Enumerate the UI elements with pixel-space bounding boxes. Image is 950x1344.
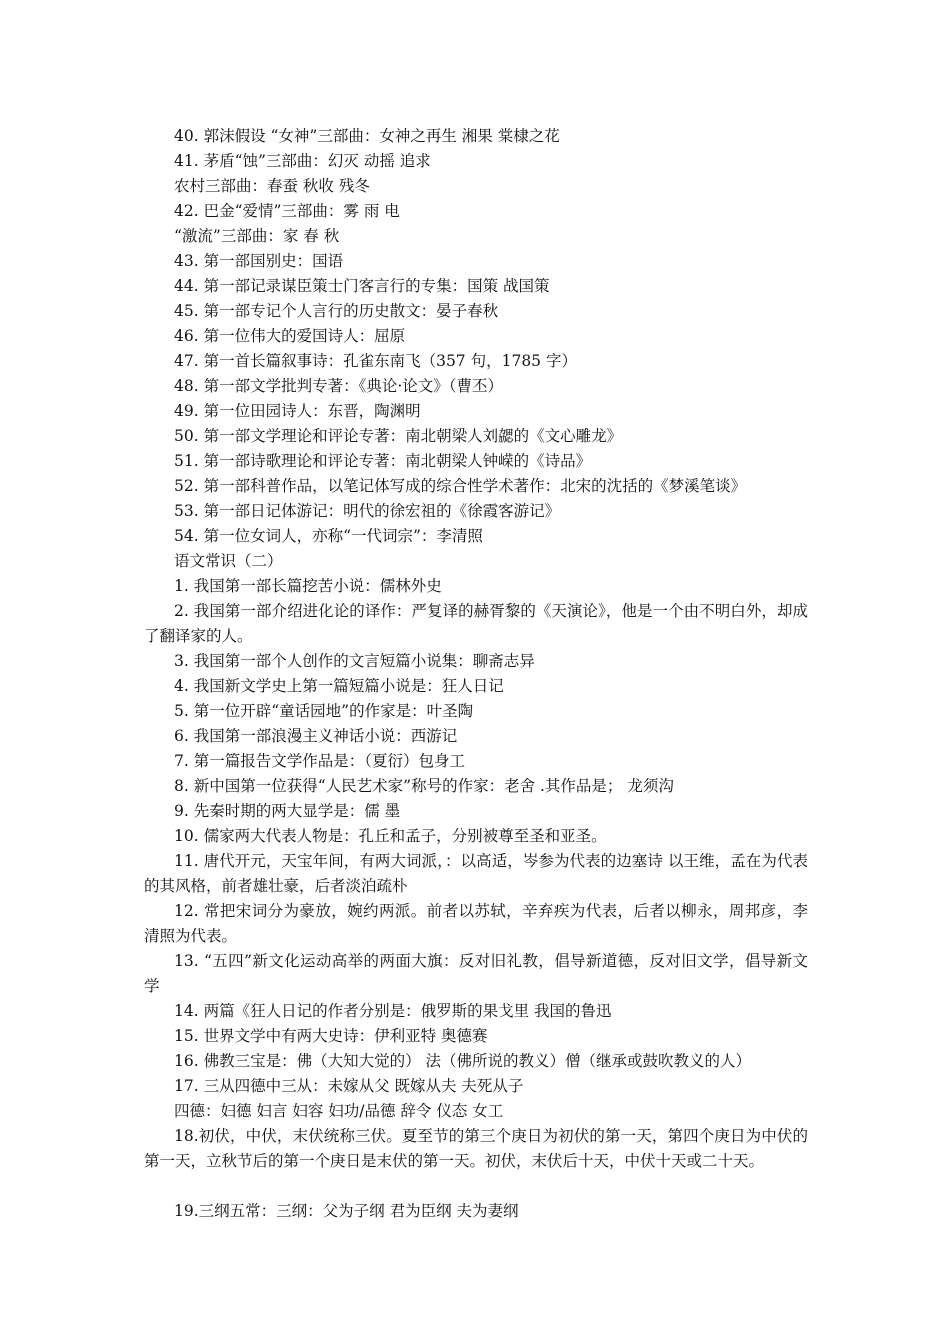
text-line: 50. 第一部文学理论和评论专著：南北朝梁人刘勰的《文心雕龙》	[174, 427, 623, 445]
text-line: 43. 第一部国别史：国语	[174, 252, 344, 270]
text-line: 53. 第一部日记体游记：明代的徐宏祖的《徐霞客游记》	[174, 502, 561, 520]
document-body	[144, 124, 808, 1224]
text-line: 14. 两篇《狂人日记的作者分别是：俄罗斯的果戈里 我国的鲁迅	[174, 1002, 612, 1020]
text-line: 41. 茅盾“蚀”三部曲：幻灭 动摇 追求	[174, 152, 431, 170]
text-line: 6. 我国第一部浪漫主义神话小说：西游记	[174, 727, 458, 745]
text-line: 44. 第一部记录谋臣策士门客言行的专集：国策 战国策	[174, 277, 550, 295]
text-line: 48. 第一部文学批判专著：《典论·论文》（曹丕）	[174, 377, 504, 395]
text-line: 52. 第一部科普作品，以笔记体写成的综合性学术著作：北宋的沈括的《梦溪笔谈》	[174, 477, 747, 495]
text-line: 四德：妇德 妇言 妇容 妇功/品德 辞令 仪态 女工	[174, 1102, 504, 1120]
text-line: 16. 佛教三宝是：佛（大知大觉的） 法（佛所说的教义）僧（继承或鼓吹教义的人）	[174, 1052, 752, 1070]
text-paragraph: 2. 我国第一部介绍进化论的译作：严复译的赫胥黎的《天演论》，他是一个由不明白外，却成了翻译家的人。	[144, 602, 808, 645]
text-line: 5. 第一位开辟“童话园地”的作家是：叶圣陶	[174, 702, 474, 720]
text-line: “激流”三部曲：家 春 秋	[174, 227, 340, 245]
text-line: 54. 第一位女词人，亦称“一代词宗”：李清照	[174, 527, 483, 545]
text-line: 17. 三从四德中三从：未嫁从父 既嫁从夫 夫死从子	[174, 1077, 524, 1095]
text-line: 10. 儒家两大代表人物是：孔丘和孟子，分别被尊至圣和亚圣。	[174, 827, 607, 845]
text-paragraph: 13. “五四”新文化运动高举的两面大旗：反对旧礼教，倡导新道德，反对旧文学，倡导新文学	[144, 952, 808, 995]
text-line: 农村三部曲：春蚕 秋收 残冬	[174, 177, 370, 195]
text-line: 7. 第一篇报告文学作品是：（夏衍）包身工	[174, 752, 465, 770]
text-line: 9. 先秦时期的两大显学是：儒 墨	[174, 802, 401, 820]
text-line: 47. 第一首长篇叙事诗：孔雀东南飞（357 句，1785 字）	[174, 352, 577, 370]
text-line: 51. 第一部诗歌理论和评论专著：南北朝梁人钟嵘的《诗品》	[174, 452, 592, 470]
text-paragraph: 18.初伏，中伏，末伏统称三伏。夏至节的第三个庚日为初伏的第一天，第四个庚日为中伏的第一天，立秋节后的第一个庚日是末伏的第一天。初伏，末伏后十天，中伏十天或二十天。	[144, 1127, 808, 1170]
text-line: 46. 第一位伟大的爱国诗人：屈原	[174, 327, 406, 345]
text-line: 42. 巴金“爱情”三部曲：雾 雨 电	[174, 202, 400, 220]
text-line: 3. 我国第一部个人创作的文言短篇小说集：聊斋志异	[174, 652, 535, 670]
text-line: 49. 第一位田园诗人：东晋，陶渊明	[174, 402, 421, 420]
text-line: 19.三纲五常：三纲：父为子纲 君为臣纲 夫为妻纲	[174, 1202, 519, 1220]
text-line: 8. 新中国第一位获得“人民艺术家”称号的作家：老舍 .其作品是； 龙须沟	[174, 777, 674, 795]
text-paragraph: 11. 唐代开元，天宝年间，有两大词派，：以高适，岑参为代表的边塞诗 以王维，孟在为代表的其风格，前者雄壮豪，后者淡泊疏朴	[144, 852, 808, 895]
text-line: 45. 第一部专记个人言行的历史散文：晏子春秋	[174, 302, 499, 320]
text-line: 1. 我国第一部长篇挖苦小说：儒林外史	[174, 577, 442, 595]
text-line: 40. 郭沫假设 “女神”三部曲：女神之再生 湘果 棠棣之花	[174, 127, 560, 145]
text-paragraph: 12. 常把宋词分为豪放，婉约两派。前者以苏轼，辛弃疾为代表，后者以柳永，周邦彦，李清照为代表。	[144, 902, 808, 945]
text-line: 15. 世界文学中有两大史诗：伊利亚特 奥德赛	[174, 1027, 488, 1045]
text-line: 4. 我国新文学史上第一篇短篇小说是：狂人日记	[174, 677, 504, 695]
section-heading: 语文常识（二）	[174, 552, 283, 570]
